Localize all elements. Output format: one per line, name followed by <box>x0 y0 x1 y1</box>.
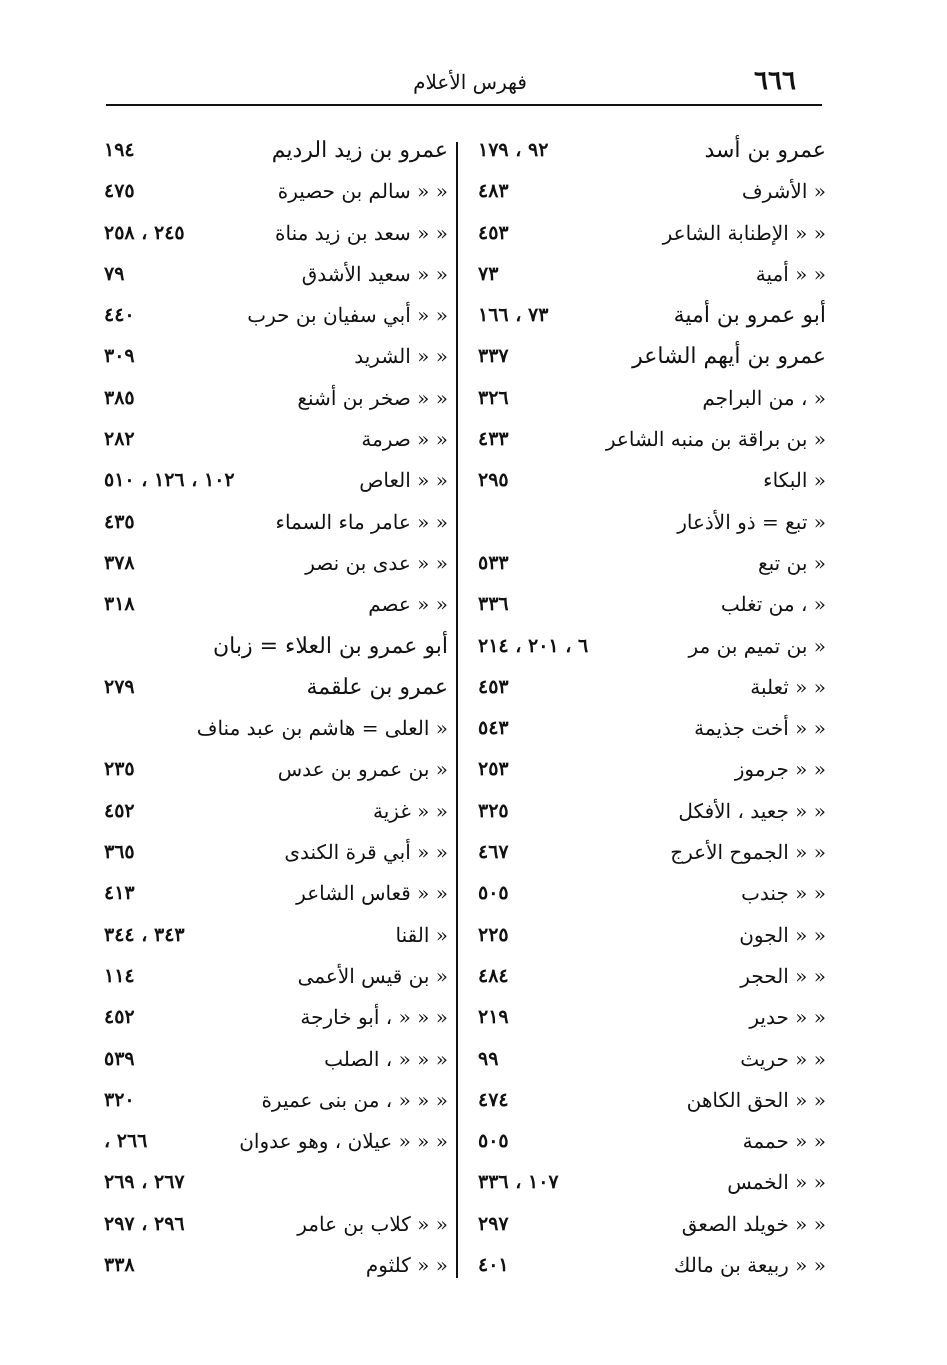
entry-name: « « الإطنابة الشاعر <box>662 220 826 245</box>
entry-pages: ٢٧٩ <box>104 675 135 698</box>
index-entry <box>96 873 456 914</box>
index-entry <box>470 667 832 708</box>
index-entry <box>96 336 456 377</box>
index-entry <box>470 873 832 914</box>
entry-name: « « غزية <box>373 798 448 823</box>
index-entry <box>96 832 456 873</box>
entry-name: « « صرمة <box>361 427 448 452</box>
entry-pages: ٩٢ ، ١٧٩ <box>478 139 549 161</box>
entry-name: « « الشريد <box>354 344 448 369</box>
entry-name: « بن عمرو بن عدس <box>277 757 448 782</box>
entry-pages: ٣٢٥ <box>478 799 509 822</box>
entry-pages: ٣٣٨ <box>104 1254 135 1277</box>
entry-pages: ٣١٨ <box>104 593 135 616</box>
entry-pages: ٥٤٣ <box>478 717 509 740</box>
index-entry <box>470 708 832 749</box>
entry-name: « « « عيلان ، وهو عدوان <box>239 1129 448 1154</box>
entry-name: « « أخت جذيمة <box>694 716 826 741</box>
index-entry <box>96 1080 456 1121</box>
page-number: ٦٦٦ <box>754 66 796 96</box>
index-entry <box>470 749 832 790</box>
entry-name: « « الحق الكاهن <box>686 1087 826 1112</box>
entry-pages: ٥٠٥ <box>478 1130 509 1153</box>
entry-name: « « سعد بن زيد مناة <box>275 220 448 245</box>
entry-pages: ٦ ، ٢٠١ ، ٢١٤ <box>478 634 589 657</box>
index-entry <box>470 502 832 543</box>
entry-pages: ٣٤٣ ، ٣٤٤ <box>104 923 185 946</box>
entry-name: « « « ، أبو خارجة <box>300 1005 448 1030</box>
entry-pages: ٢٩٦ ، ٢٩٧ <box>104 1212 185 1235</box>
entry-pages: ١٩٤ <box>104 139 135 161</box>
entry-pages: ٤٧٤ <box>478 1088 509 1111</box>
entry-pages: ١١٤ <box>104 964 135 987</box>
index-entry <box>96 667 456 708</box>
entry-pages: ٢٥٣ <box>478 758 509 781</box>
entry-name: « « سعيد الأشدق <box>301 261 448 286</box>
index-entry <box>96 626 456 667</box>
entry-pages: ٤٥٣ <box>478 675 509 698</box>
index-entry <box>470 1080 832 1121</box>
entry-name: عمرو بن أيهم الشاعر <box>632 344 826 370</box>
index-entry <box>96 460 456 501</box>
index-entry <box>470 956 832 997</box>
entry-pages: ٢٤٥ ، ٢٥٨ <box>104 221 185 244</box>
entry-pages: ١٠٧ ، ٣٣٦ <box>478 1171 559 1194</box>
index-entry <box>470 171 832 212</box>
entry-name: عمرو بن علقمة <box>306 674 448 700</box>
entry-name: « « جرموز <box>734 757 826 782</box>
index-entry <box>96 378 456 419</box>
entry-name: « « « ، من بنى عميرة <box>261 1087 448 1112</box>
entry-pages: ٤١٣ <box>104 882 135 905</box>
entry-pages: ٤٥٢ <box>104 799 135 822</box>
entry-pages: ٣٨٥ <box>104 386 135 409</box>
index-entry <box>470 626 832 667</box>
running-title: فهرس الأعلام <box>413 70 527 94</box>
index-entry <box>470 130 832 171</box>
index-entry <box>470 254 832 295</box>
entry-name: « « أبي سفيان بن حرب <box>247 303 448 328</box>
entry-pages: ٩٩ <box>478 1047 499 1070</box>
index-entry <box>96 419 456 460</box>
index-entry <box>96 1039 456 1080</box>
entry-name: « البكاء <box>763 468 826 493</box>
index-entry <box>470 460 832 501</box>
entry-pages: ٣٢٠ <box>104 1088 135 1111</box>
entry-pages: ٤٧٥ <box>104 180 135 203</box>
entry-name: « « أمية <box>755 261 826 286</box>
index-entry <box>96 708 456 749</box>
index-entry <box>470 1039 832 1080</box>
index-column-right <box>470 130 832 1286</box>
entry-name: « بن تبع <box>758 550 826 575</box>
entry-pages: ٣٦٥ <box>104 841 135 864</box>
entry-pages: ٢٨٢ <box>104 428 135 451</box>
entry-pages: ٤٤٠ <box>104 304 135 327</box>
index-column-left <box>96 130 456 1286</box>
header-rule <box>106 104 822 106</box>
index-entry <box>470 1204 832 1245</box>
index-entry <box>96 791 456 832</box>
index-entry <box>470 1245 832 1286</box>
index-entry <box>470 997 832 1038</box>
index-entry <box>96 502 456 543</box>
entry-pages: ٢٩٧ <box>478 1212 509 1235</box>
entry-name: « « كلاب بن عامر <box>297 1211 448 1236</box>
entry-name: « « سالم بن حصيرة <box>277 179 448 204</box>
index-entry <box>96 543 456 584</box>
index-entry <box>470 584 832 625</box>
entry-pages: ٥٠٥ <box>478 882 509 905</box>
entry-pages: ٣٣٧ <box>478 345 509 368</box>
index-entry <box>470 832 832 873</box>
entry-pages: ٧٩ <box>104 262 125 285</box>
entry-name: « « الحجر <box>740 963 826 988</box>
entry-name: أبو عمرو بن العلاء = زبان <box>213 633 448 659</box>
entry-name: « « الجون <box>739 922 826 947</box>
entry-pages: ٤٨٤ <box>478 964 509 987</box>
entry-pages: ٤٣٣ <box>478 428 509 451</box>
entry-name: « تبع = ذو الأذعار <box>677 509 826 534</box>
entry-pages: ٤٨٣ <box>478 180 509 203</box>
index-entry <box>96 171 456 212</box>
index-entry <box>96 295 456 336</box>
entry-name: « « خويلد الصعق <box>681 1211 826 1236</box>
entry-name: « « « ، الصلب <box>324 1046 448 1071</box>
index-entry <box>470 213 832 254</box>
entry-name: « « حممة <box>742 1129 826 1154</box>
entry-name: « « صخر بن أشنع <box>297 385 448 410</box>
index-entry <box>470 791 832 832</box>
entry-name: « القنا <box>395 922 448 947</box>
index-entry <box>96 1121 456 1162</box>
index-entry <box>470 543 832 584</box>
entry-pages: ٢٦٧ ، ٢٦٩ <box>104 1171 185 1194</box>
index-entry <box>96 1204 456 1245</box>
entry-name: « ، من البراجم <box>702 385 826 410</box>
entry-name: « « ثعلبة <box>750 674 826 699</box>
entry-pages: ٤٥٢ <box>104 1006 135 1029</box>
index-entry <box>96 997 456 1038</box>
index-entry <box>96 254 456 295</box>
entry-pages: ٢٩٥ <box>478 469 509 492</box>
entry-name: « « العاص <box>359 468 448 493</box>
entry-name: عمرو بن أسد <box>704 138 826 163</box>
entry-name: « « الخمس <box>727 1170 826 1195</box>
index-entry <box>96 1245 456 1286</box>
index-entry <box>470 295 832 336</box>
index-entry <box>96 749 456 790</box>
entry-name: عمرو بن زيد الرديم <box>271 138 448 163</box>
entry-name: « « أبي قرة الكندى <box>284 840 448 865</box>
entry-name: « بن براقة بن منبه الشاعر <box>605 427 826 452</box>
entry-pages: ٤٥٣ <box>478 221 509 244</box>
entry-name: « « جندب <box>741 881 826 906</box>
entry-name: « بن تميم بن مر <box>688 633 826 658</box>
index-entry <box>470 1162 832 1203</box>
entry-name: « « قعاس الشاعر <box>296 881 448 906</box>
entry-pages: ١٠٢ ، ١٢٦ ، ٥١٠ <box>104 469 235 492</box>
entry-pages: ٣٣٦ <box>478 593 509 616</box>
entry-name: أبو عمرو بن أمية <box>673 303 826 329</box>
entry-name: « « ربيعة بن مالك <box>673 1253 826 1278</box>
entry-name: « العلى = هاشم بن عبد مناف <box>196 716 448 741</box>
entry-pages: ٧٣ <box>478 262 499 285</box>
entry-pages: ٢٦٦ ، <box>104 1130 148 1153</box>
column-divider <box>456 142 458 1278</box>
index-entry <box>96 956 456 997</box>
entry-name: « « الجموح الأعرج <box>670 840 826 865</box>
entry-pages: ٧٣ ، ١٦٦ <box>478 304 549 327</box>
entry-pages: ٣٢٦ <box>478 386 509 409</box>
index-entry <box>96 1162 456 1203</box>
index-entry <box>470 915 832 956</box>
entry-pages: ٣٧٨ <box>104 551 135 574</box>
entry-pages: ٤٦٧ <box>478 841 509 864</box>
index-entry <box>96 213 456 254</box>
index-entry <box>470 336 832 377</box>
index-entry <box>470 1121 832 1162</box>
entry-pages: ٥٣٩ <box>104 1047 135 1070</box>
entry-pages: ٢٣٥ <box>104 758 135 781</box>
index-entry <box>96 584 456 625</box>
entry-name: « الأشرف <box>741 179 826 204</box>
index-entry <box>96 915 456 956</box>
entry-pages: ٢٢٥ <box>478 923 509 946</box>
index-entry <box>96 130 456 171</box>
entry-name: « « عدى بن نصر <box>305 550 448 575</box>
entry-name: « ، من تغلب <box>720 592 826 617</box>
index-entry <box>470 378 832 419</box>
entry-pages: ٣٠٩ <box>104 345 135 368</box>
index-entry <box>470 419 832 460</box>
entry-pages: ٢١٩ <box>478 1006 509 1029</box>
entry-pages: ٥٣٣ <box>478 551 509 574</box>
entry-name: « بن قيس الأعمى <box>297 963 448 988</box>
entry-pages: ٤٣٥ <box>104 510 135 533</box>
entry-name: « « حريث <box>740 1046 826 1071</box>
entry-name: « « جعيد ، الأفكل <box>678 798 826 823</box>
entry-name: « « عامر ماء السماء <box>275 509 448 534</box>
entry-name: « « كلثوم <box>365 1253 448 1278</box>
entry-name: « « عصم <box>368 592 448 617</box>
entry-name: « « حدير <box>749 1005 826 1030</box>
entry-pages: ٤٠١ <box>478 1254 509 1277</box>
